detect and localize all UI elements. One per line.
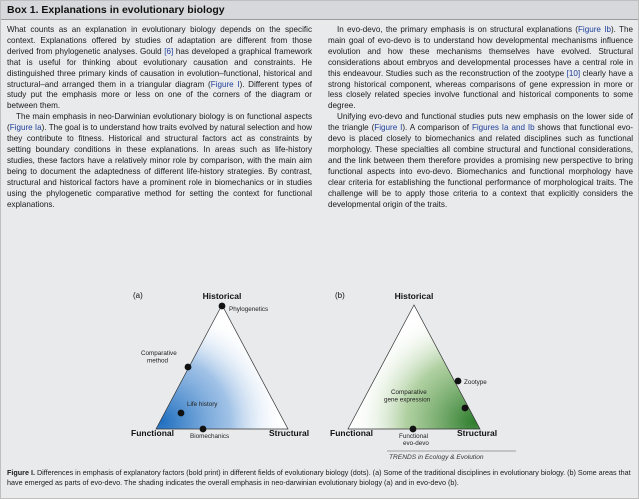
- box-title: Box 1. Explanations in evolutionary biology: [1, 1, 638, 20]
- label-functional-evo-devo: [399, 433, 429, 447]
- figure-svg: [121, 287, 521, 463]
- panel-a-corner-right: Structural: [269, 428, 310, 438]
- reference-link[interactable]: Figures Ia and Ib: [471, 123, 535, 133]
- label-zootype: Zootype: [464, 379, 487, 386]
- dot-zootype: [455, 378, 462, 385]
- label-life-history: Life history: [187, 401, 218, 408]
- dot-comparative-method: [185, 364, 192, 371]
- panel-b-label: (b): [335, 291, 345, 300]
- caption-text: Differences in emphasis of explanatory factors (bold print) in different fields of evolutionary biology (dots). (a) Some of the traditional disciplines in evolutionary biology. (b) Some areas that have emerged as parts of evo-devo. The shading indicates the overall emphasis in neo-darwinian evolutionary biology (a) and in evo-devo (b).: [7, 468, 631, 487]
- figure-credit: TRENDS in Ecology & Evolution: [389, 454, 484, 461]
- text-run: ). A comparison of: [402, 123, 472, 133]
- reference-link[interactable]: Figure Ia: [9, 123, 42, 133]
- text-run: ). Different types of study put the emphasis more or less on one of the corners of the diagram or between them.: [7, 79, 312, 111]
- panel-b-corner-right: Structural: [457, 428, 498, 438]
- panel-a-label: (a): [133, 291, 143, 300]
- text-run: has developed a graphical framework that is useful for thinking about evolutionary causation and constraints. He distinguished three primary kinds of causation in evolution–functional, historical and structural–and arranged them in a triangular diagram (: [7, 46, 312, 89]
- right-paragraph-2: [328, 112, 633, 210]
- dot-life-history: [178, 410, 185, 417]
- reference-link[interactable]: [10]: [566, 68, 581, 78]
- right-column: [328, 25, 633, 210]
- label-functional-evo-devo-line1: Functional: [399, 433, 429, 440]
- dot-biomechanics: [200, 426, 207, 433]
- text-run: ). The main goal of evo-devo is to understand how developmental mechanisms influence evolution and how these mechanisms themselves have evolved. Structural considerations about embryos and developmental processes have a central role in this endeavour. Studies such as the reconstruction of the zootype: [328, 25, 633, 78]
- reference-link[interactable]: [6]: [164, 46, 174, 56]
- panel-b-corner-top: Historical: [394, 291, 434, 301]
- label-comparative-method-line2: method: [147, 357, 169, 365]
- panel-a-corner-left: Functional: [131, 428, 174, 438]
- text-run: shows that functional evo-devo is placed closely to biomechanics and related disciplines such as functional morphology. These specialties all combine structural and functional considerations, and the link between them therefore provides a promising new perspective to bring functional aspects into evo-devo. Biomechanics and functional morphology have clear criteria for establishing the functional performance of morphological traits. The challenge will be to apply those criteria to a context that explicitly considers the developmental origin of the traits.: [328, 123, 633, 209]
- figure-triangles: [121, 287, 521, 463]
- panel-b-triangle: [348, 305, 480, 429]
- text-run: In evo-devo, the primary emphasis is on structural explanations (: [337, 25, 578, 34]
- label-comparative-method: [141, 350, 178, 365]
- dot-phylogenetics: [219, 303, 226, 310]
- panel-b-corner-left: Functional: [330, 428, 373, 438]
- reference-link[interactable]: Figure Ib: [577, 25, 611, 34]
- panel-a-triangle: [156, 305, 288, 429]
- caption-label: Figure I.: [7, 468, 35, 477]
- text-run: clearly have a strong historical component, whereas comparisons of gene expression in more or less closely related species involve functional and historical components to some degree.: [328, 68, 634, 111]
- text-run: What counts as an explanation in evolutionary biology depends on the specific context. Explanations offered by studies of adaptation are different from those derived from phylogenetic analyses. Gould: [7, 25, 312, 56]
- text-run: The main emphasis in neo-Darwinian evolutionary biology is on functional aspects (: [7, 112, 312, 133]
- dot-comparative-gene-expression: [462, 405, 469, 412]
- left-column: [7, 25, 312, 210]
- label-functional-evo-devo-line2: evo-devo: [403, 440, 429, 448]
- reference-link[interactable]: Figure I: [374, 123, 403, 133]
- label-comparative-gene-expression: [384, 389, 431, 404]
- text-run: ). The goal is to understand how traits evolved by natural selection and how they contribute to fitness. Historical and structural factors act as constraints by setting boundary conditions in these explanations. In areas such as life-history studies, these factors have a relatively minor role by comparison, with the main aim being to document the adaptedness of different life-history strategies. By contrast, structural and historical factors have a prominent role in biomechanics or in studies using the phylogenetic comparative method for setting the context for functional explanations.: [7, 123, 312, 209]
- left-paragraph-2: [7, 112, 312, 210]
- figure-caption: [7, 468, 632, 487]
- label-biomechanics: Biomechanics: [190, 433, 230, 440]
- right-paragraph-1: [328, 25, 633, 112]
- label-comparative-method-text: Comparative: [141, 350, 177, 357]
- label-phylogenetics: Phylogenetics: [229, 306, 269, 313]
- label-gene-expression-line1: Comparative: [391, 389, 427, 396]
- label-gene-expression-line2: gene expression: [384, 396, 431, 404]
- panel-a-corner-top: Historical: [202, 291, 242, 301]
- text-run: Unifying evo-devo and functional studies puts new emphasis on the lower side of the triangle (: [328, 112, 633, 133]
- left-paragraph-1: [7, 25, 312, 112]
- dot-functional-evo-devo: [410, 426, 417, 433]
- reference-link[interactable]: Figure I: [210, 79, 240, 89]
